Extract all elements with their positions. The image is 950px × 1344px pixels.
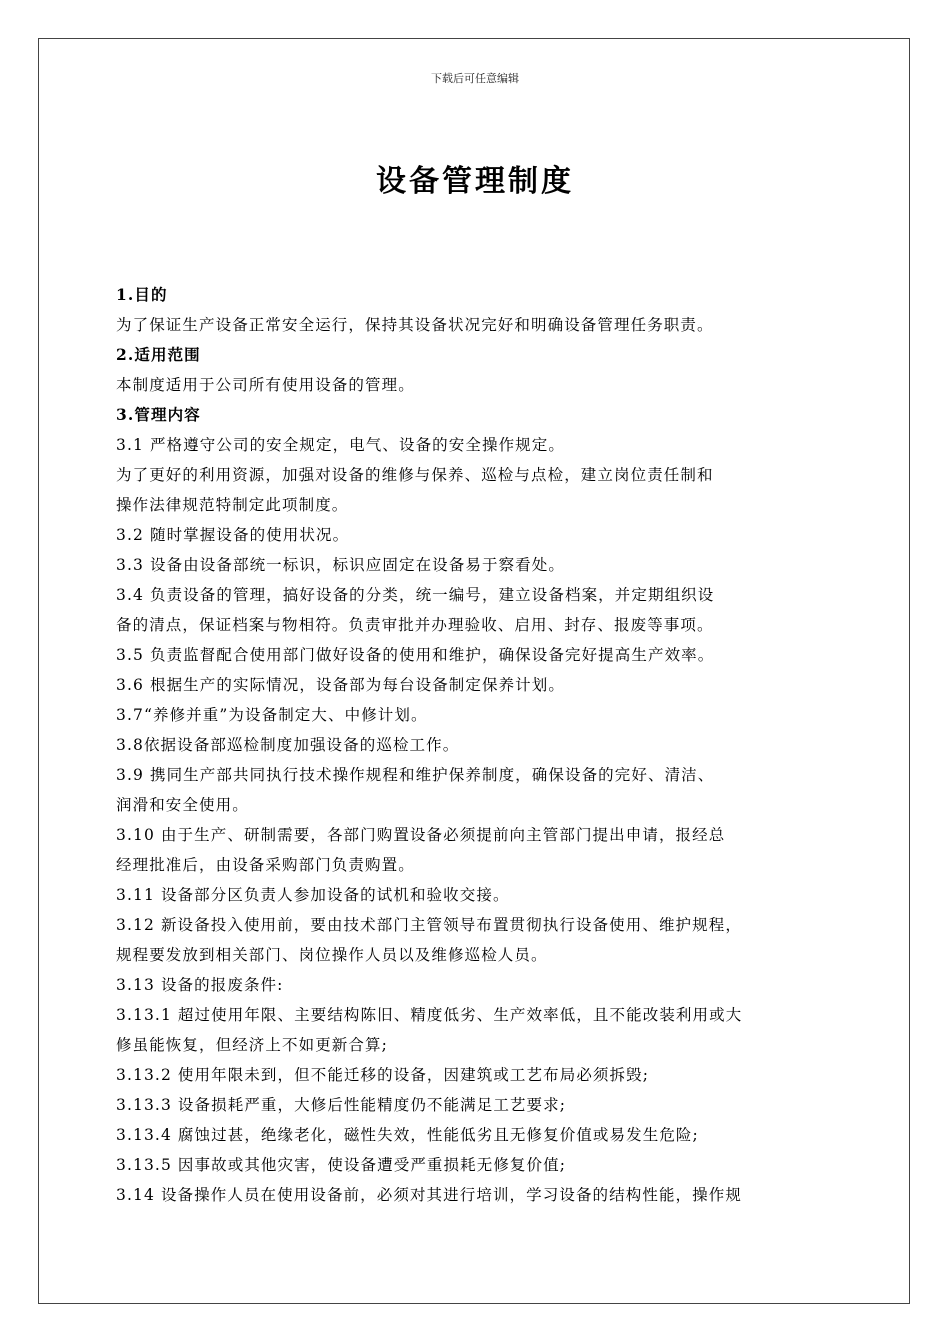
body-line: 3.13 设备的报废条件:	[116, 976, 284, 994]
body-line: 3.5 负责监督配合使用部门做好设备的使用和维护，确保设备完好提高生产效率。	[116, 646, 715, 664]
section-heading: 3.管理内容	[116, 405, 201, 424]
body-line: 3.7“养修并重”为设备制定大、中修计划。	[116, 706, 428, 724]
body-line: 3.3 设备由设备部统一标识，标识应固定在设备易于察看处。	[116, 556, 565, 574]
body-line: 3.11 设备部分区负责人参加设备的试机和验收交接。	[116, 886, 510, 904]
body-line: 3.8依据设备部巡检制度加强设备的巡检工作。	[116, 736, 460, 754]
body-line: 为了保证生产设备正常安全运行，保持其设备状况完好和明确设备管理任务职责。	[116, 316, 714, 334]
document-body	[116, 280, 856, 1210]
body-line: 3.6 根据生产的实际情况，设备部为每台设备制定保养计划。	[116, 676, 565, 694]
header-note: 下载后可任意编辑	[431, 72, 519, 85]
body-line: 3.12 新设备投入使用前，要由技术部门主管领导布置贯彻执行设备使用、维护规程，	[116, 916, 742, 934]
body-line: 修虽能恢复，但经济上不如更新合算;	[116, 1036, 388, 1054]
body-line: 3.13.3 设备损耗严重，大修后性能精度仍不能满足工艺要求;	[116, 1096, 567, 1114]
body-line: 3.10 由于生产、研制需要，各部门购置设备必须提前向主管部门提出申请，报经总	[116, 826, 726, 844]
section-heading: 2.适用范围	[116, 345, 201, 364]
body-line: 备的清点，保证档案与物相符。负责审批并办理验收、启用、封存、报废等事项。	[116, 616, 714, 634]
body-line: 3.9 携同生产部共同执行技术操作规程和维护保养制度，确保设备的完好、清洁、	[116, 766, 715, 784]
body-line: 为了更好的利用资源，加强对设备的维修与保养、巡检与点检，建立岗位责任制和	[116, 466, 714, 484]
body-line: 3.14 设备操作人员在使用设备前，必须对其进行培训，学习设备的结构性能，操作规	[116, 1186, 742, 1204]
body-line: 3.13.2 使用年限未到，但不能迁移的设备，因建筑或工艺布局必须拆毁;	[116, 1066, 650, 1084]
body-line: 3.13.1 超过使用年限、主要结构陈旧、精度低劣、生产效率低，且不能改装利用或大	[116, 1006, 743, 1024]
body-line: 3.4 负责设备的管理，搞好设备的分类，统一编号，建立设备档案，并定期组织设	[116, 586, 715, 604]
body-line: 3.1 严格遵守公司的安全规定，电气、设备的安全操作规定。	[116, 436, 565, 454]
body-line: 规程要发放到相关部门、岗位操作人员以及维修巡检人员。	[116, 946, 548, 964]
body-line: 3.2 随时掌握设备的使用状况。	[116, 526, 350, 544]
document-title: 设备管理制度	[376, 164, 574, 199]
body-line: 操作法律规范特制定此项制度。	[116, 496, 349, 514]
section-heading: 1.目的	[116, 285, 168, 304]
body-line: 3.13.4 腐蚀过甚，绝缘老化，磁性失效，性能低劣且无修复价值或易发生危险;	[116, 1126, 699, 1144]
body-line: 经理批准后，由设备采购部门负责购置。	[116, 856, 415, 874]
body-line: 本制度适用于公司所有使用设备的管理。	[116, 376, 415, 394]
body-line: 润滑和安全使用。	[116, 796, 249, 814]
body-line: 3.13.5 因事故或其他灾害，使设备遭受严重损耗无修复价值;	[116, 1156, 567, 1174]
